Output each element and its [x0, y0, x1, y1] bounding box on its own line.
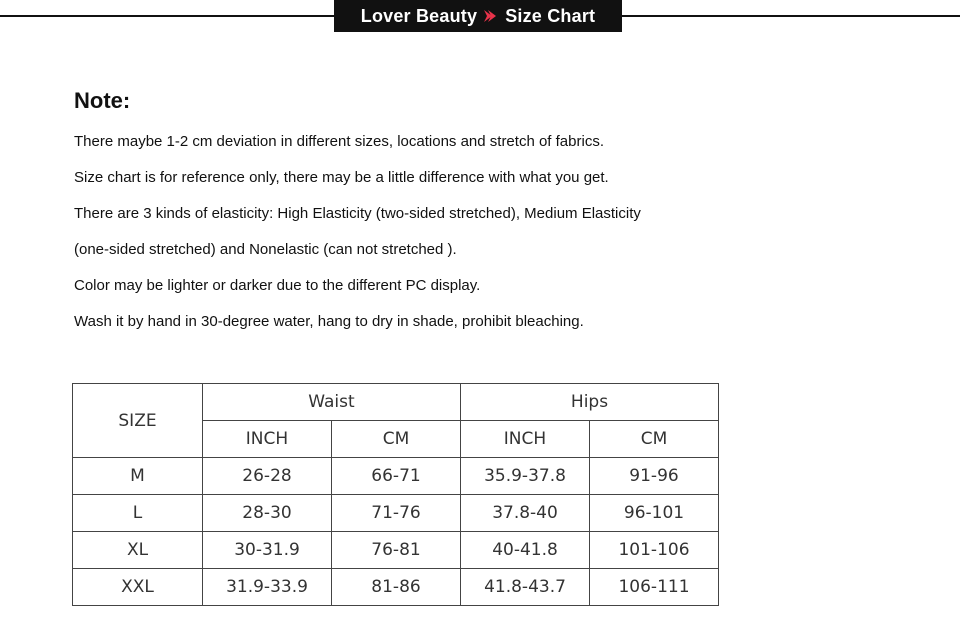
table-cell: 30-31.9 [203, 532, 332, 569]
waist-cm-header: CM [332, 421, 461, 458]
table-cell: 40-41.8 [461, 532, 590, 569]
size-cell: XL [73, 532, 203, 569]
header-rule-left [0, 15, 336, 17]
size-chart-table [72, 383, 719, 606]
note-list [74, 124, 641, 340]
table-cell: 37.8-40 [461, 495, 590, 532]
note-title: Note: [74, 88, 131, 113]
waist-inch-header: INCH [203, 421, 332, 458]
table-cell: 31.9-33.9 [203, 569, 332, 606]
header-banner [334, 0, 622, 32]
table-cell: 71-76 [332, 495, 461, 532]
table-row [73, 569, 719, 606]
table-cell: 35.9-37.8 [461, 458, 590, 495]
double-chevron-right-icon [483, 9, 497, 23]
table-cell: 101-106 [590, 532, 719, 569]
header-rule-right [620, 15, 960, 17]
note-line: There are 3 kinds of elasticity: High Elasticity (two-sided stretched), Medium Elasticity [74, 205, 641, 222]
table-row [73, 458, 719, 495]
size-cell: XXL [73, 569, 203, 606]
table-cell: 96-101 [590, 495, 719, 532]
table-header-row [73, 384, 719, 421]
waist-header: Waist [203, 384, 461, 421]
table-cell: 26-28 [203, 458, 332, 495]
table-cell: 106-111 [590, 569, 719, 606]
table-cell: 76-81 [332, 532, 461, 569]
note-line: There maybe 1-2 cm deviation in different sizes, locations and stretch of fabrics. [74, 133, 604, 150]
section-title: Size Chart [505, 5, 596, 26]
note-line: Color may be lighter or darker due to the different PC display. [74, 277, 481, 294]
note-line: Size chart is for reference only, there may be a little difference with what you get. [74, 169, 609, 186]
table-row [73, 532, 719, 569]
table-cell: 41.8-43.7 [461, 569, 590, 606]
brand-name: Lover Beauty [360, 5, 478, 26]
size-cell: L [73, 495, 203, 532]
table-row [73, 495, 719, 532]
table-cell: 28-30 [203, 495, 332, 532]
table-cell: 81-86 [332, 569, 461, 606]
size-header: SIZE [73, 384, 203, 458]
note-line: (one-sided stretched) and Nonelastic (can not stretched ). [74, 241, 457, 258]
table-cell: 91-96 [590, 458, 719, 495]
table-cell: 66-71 [332, 458, 461, 495]
hips-cm-header: CM [590, 421, 719, 458]
hips-inch-header: INCH [461, 421, 590, 458]
note-line: Wash it by hand in 30-degree water, hang to dry in shade, prohibit bleaching. [74, 313, 584, 330]
hips-header: Hips [461, 384, 719, 421]
size-cell: M [73, 458, 203, 495]
